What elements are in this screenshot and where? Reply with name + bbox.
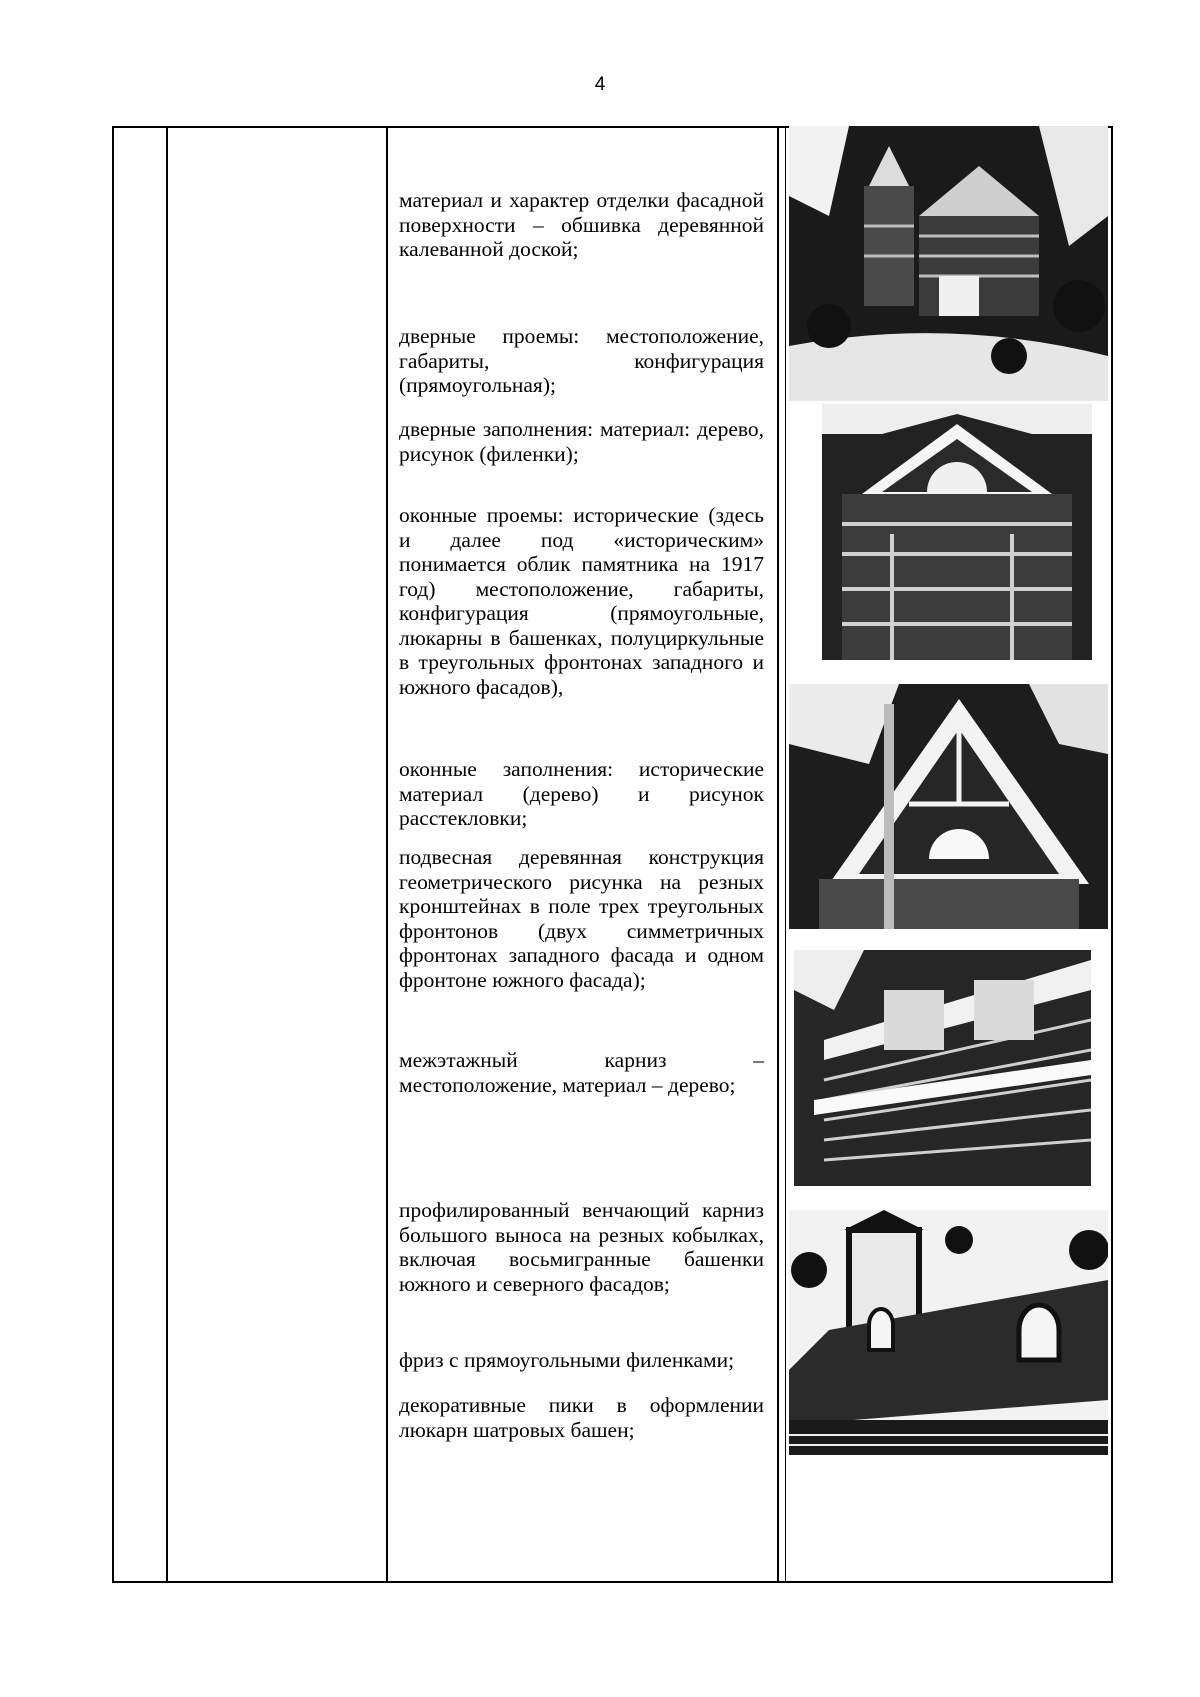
paragraph-window-fillings: оконные заполнения: исторические материал (дерево) и рисунок расстекловки; (399, 757, 764, 830)
cornice-photo-icon (794, 950, 1091, 1186)
paragraph-decorative-spikes: декоративные пики в оформлении люкарн шатровых башен; (399, 1393, 764, 1442)
properties-table (112, 126, 1113, 1583)
paragraph-window-openings: оконные проемы: исторические (здесь и далее под «историческим» понимается облик памятника на 1917 год) местоположение, габариты, конфигурация (прямоугольные, люкарны в башенках, полуциркульные в треугольных фронтонах западного и южного фасадов), (399, 503, 764, 699)
column-divider-2 (386, 128, 388, 1581)
description-column (399, 128, 764, 1581)
paragraph-door-openings: дверные проемы: местоположение, габариты, конфигурация (прямоугольная); (399, 324, 764, 397)
paragraph-frieze: фриз с прямоугольными филенками; (399, 1348, 735, 1372)
paragraph-interfloor-cornice: межэтажный карниз – местоположение, материал – дерево; (399, 1048, 764, 1097)
column-divider-1 (166, 128, 168, 1581)
tower-photo-icon (789, 1210, 1108, 1455)
paragraph-wooden-structure: подвесная деревянная конструкция геометрического рисунка на резных кронштейнах в поле трех треугольных фронтонов (двух симметричных фронтонах западного фасада и одном фронтоне южного фасада); (399, 845, 764, 992)
paragraph-crowning-cornice: профилированный венчающий карниз большого выноса на резных кобылках, включая восьмигранные башенки южного и северного фасадов; (399, 1198, 764, 1296)
paragraph-door-fillings: дверные заполнения: материал: дерево, рисунок (филенки); (399, 417, 764, 466)
gable-window-photo-icon (789, 684, 1108, 929)
column-divider-3 (777, 128, 779, 1581)
page-number: 4 (594, 74, 606, 95)
column-divider-4 (785, 128, 786, 1581)
building-photo-icon (789, 126, 1108, 401)
paragraph-facade-finish: материал и характер отделки фасадной поверхности – обшивка деревянной калеванной доской; (399, 188, 764, 261)
gable-photo-icon (822, 404, 1092, 660)
